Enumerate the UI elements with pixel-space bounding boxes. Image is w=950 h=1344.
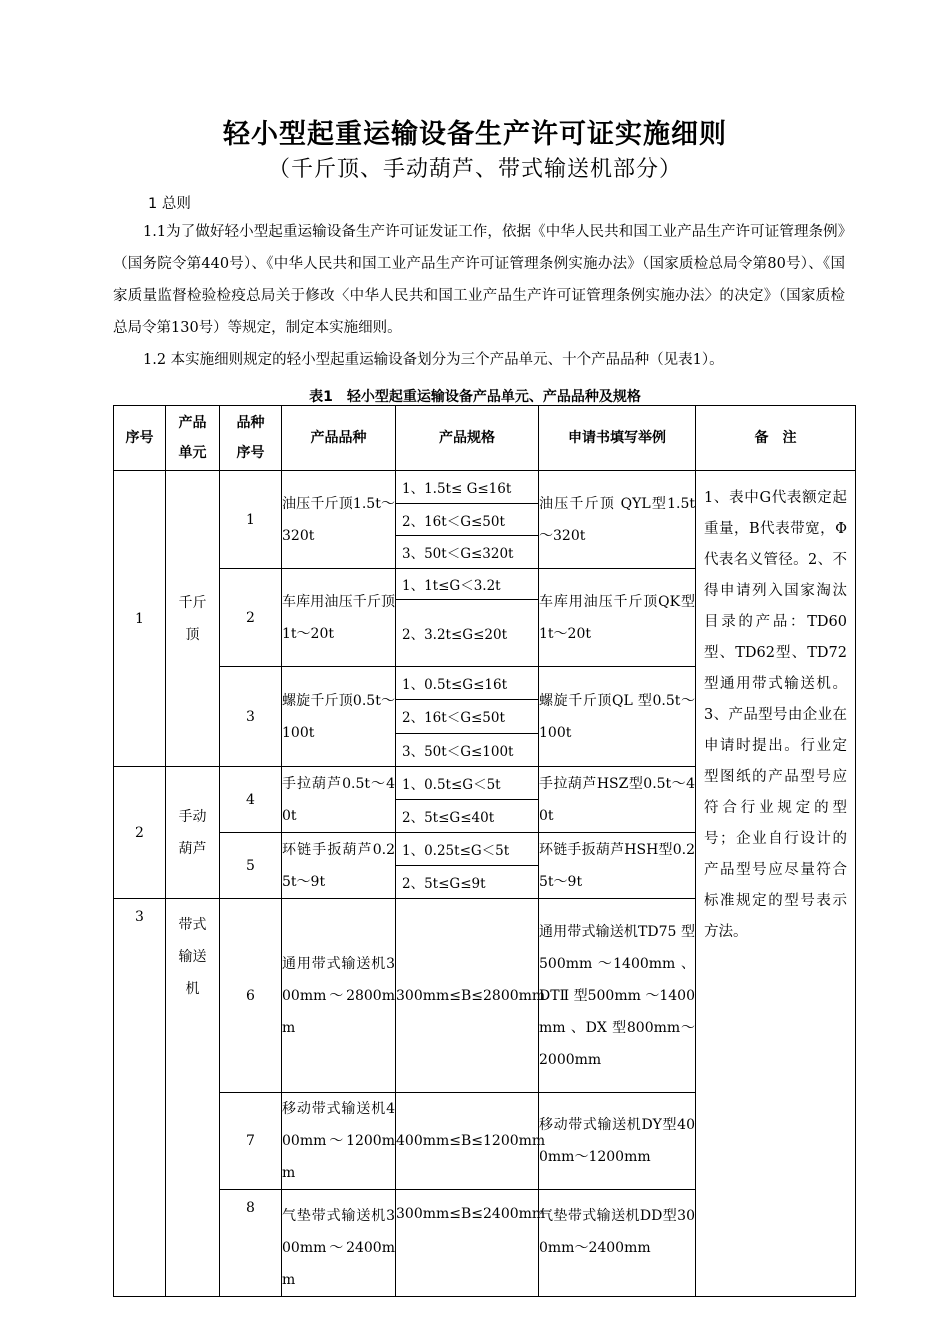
variety-no: 4 (220, 767, 282, 833)
unit-name: 手动葫芦 (166, 767, 220, 899)
spec-line: 2、5t≤G≤40t (402, 810, 495, 826)
unit-name: 千斤顶 (166, 471, 220, 767)
header-example: 申请书填写举例 (539, 406, 696, 471)
example-text: 气垫带式输送机DD型300mm～2400mm (539, 1190, 696, 1297)
example-text: 螺旋千斤顶QL 型0.5t～100t (539, 667, 696, 767)
unit-name: 带式输送机 (166, 899, 220, 1297)
spec-line: 2、3.2t≤G≤20t (402, 627, 507, 643)
spec-line: 2、16t＜G≤50t (396, 700, 538, 733)
example-text: 手拉葫芦HSZ型0.5t～40t (539, 767, 696, 833)
section-heading: 1 总则 (148, 196, 191, 212)
variety-name: 气垫带式输送机300mm～2400mm (282, 1190, 396, 1297)
spec-text: 300mm≤B≤2400mm (396, 1190, 539, 1297)
spec-line: 1、1.5t≤ G≤16t (396, 471, 538, 504)
example-text: 通用带式输送机TD75 型 500mm ～1400mm 、DTⅡ 型500mm ～1400mm 、DX 型800mm～2000mm (539, 899, 696, 1093)
table-caption: 表1 轻小型起重运输设备产品单元、产品品种及规格 (309, 389, 641, 405)
remark-note: 1、表中G代表额定起重量，B代表带宽，Φ代表名义管径。2、不得申请列入国家淘汰目录的产品：TD60型、TD62型、TD72型通用带式输送机。3、产品型号由企业在申请时提出。行业定型图纸的产品型号应符合行业规定的型号；企业自行设计的产品型号应尽量符合标准规定的型号表示方法。 (696, 471, 856, 1297)
spec-line: 1、0.25t≤G＜5t (396, 833, 538, 866)
variety-no: 3 (220, 667, 282, 767)
unit-seq: 3 (114, 899, 166, 1297)
document-title: 轻小型起重运输设备生产许可证实施细则 (223, 119, 727, 150)
variety-no: 7 (220, 1093, 282, 1190)
spec-line: 2、16t＜G≤50t (396, 504, 538, 537)
example-text: 车库用油压千斤顶QK型1t～20t (539, 569, 696, 667)
variety-name: 移动带式输送机400mm～1200mm (282, 1093, 396, 1190)
unit-seq: 2 (114, 767, 166, 899)
spec-line: 3、50t＜G≤320t (402, 546, 514, 563)
spec-line: 1、1t≤G＜3.2t (396, 569, 538, 600)
variety-no: 2 (220, 569, 282, 667)
spec-line: 2、5t≤G≤9t (402, 876, 486, 892)
variety-name: 油压千斤顶1.5t～320t (282, 471, 396, 569)
spec-line: 1、0.5t≤G≤16t (396, 667, 538, 700)
variety-no: 1 (220, 471, 282, 569)
variety-name: 手拉葫芦0.5t～40t (282, 767, 396, 833)
variety-no: 5 (220, 833, 282, 899)
example-text: 油压千斤顶 QYL型1.5t～320t (539, 471, 696, 569)
header-variety: 产品品种 (282, 406, 396, 471)
variety-name: 螺旋千斤顶0.5t～100t (282, 667, 396, 767)
example-text: 移动带式输送机DY型400mm～1200mm (539, 1093, 696, 1190)
spec-cell (396, 569, 539, 667)
header-variety-seq: 品种序号 (220, 406, 282, 471)
product-table (113, 405, 856, 1297)
paragraph-1-2: 1.2 本实施细则规定的轻小型起重运输设备划分为三个产品单元、十个产品品种（见表1）。 (143, 352, 724, 368)
spec-cell (396, 667, 539, 767)
spec-cell (396, 833, 539, 899)
variety-no: 8 (220, 1190, 282, 1297)
variety-name: 车库用油压千斤顶1t～20t (282, 569, 396, 667)
spec-line: 1、0.5t≤G＜5t (396, 767, 538, 800)
table-row (114, 471, 856, 569)
spec-line: 3、50t＜G≤100t (402, 743, 514, 760)
variety-name: 环链手扳葫芦0.25t～9t (282, 833, 396, 899)
table-header-row (114, 406, 856, 471)
spec-cell (396, 767, 539, 833)
spec-text: 300mm≤B≤2800mm (396, 899, 539, 1093)
header-spec: 产品规格 (396, 406, 539, 471)
spec-cell (396, 471, 539, 569)
spec-text: 400mm≤B≤1200mm (396, 1093, 539, 1190)
unit-seq: 1 (114, 471, 166, 767)
document-subtitle: （千斤顶、手动葫芦、带式输送机部分） (267, 157, 682, 182)
header-remark: 备 注 (696, 406, 856, 471)
variety-no: 6 (220, 899, 282, 1093)
header-seq: 序号 (114, 406, 166, 471)
variety-name: 通用带式输送机300mm～2800mm (282, 899, 396, 1093)
paragraph-1-1: 1.1为了做好轻小型起重运输设备生产许可证发证工作，依据《中华人民共和国工业产品生产许可证管理条例》（国务院令第440号）、《中华人民共和国工业产品生产许可证管理条例实施办法》（国家质检总局令第80号）、《国家质量监督检验检疫总局关于修改〈中华人民共和国工业产品生产许可证管理条例实施办法〉的决定》（国家质检总局令第130号）等规定，制定本实施细则。 (113, 224, 845, 336)
example-text: 环链手扳葫芦HSH型0.25t～9t (539, 833, 696, 899)
header-unit: 产品单元 (166, 406, 220, 471)
